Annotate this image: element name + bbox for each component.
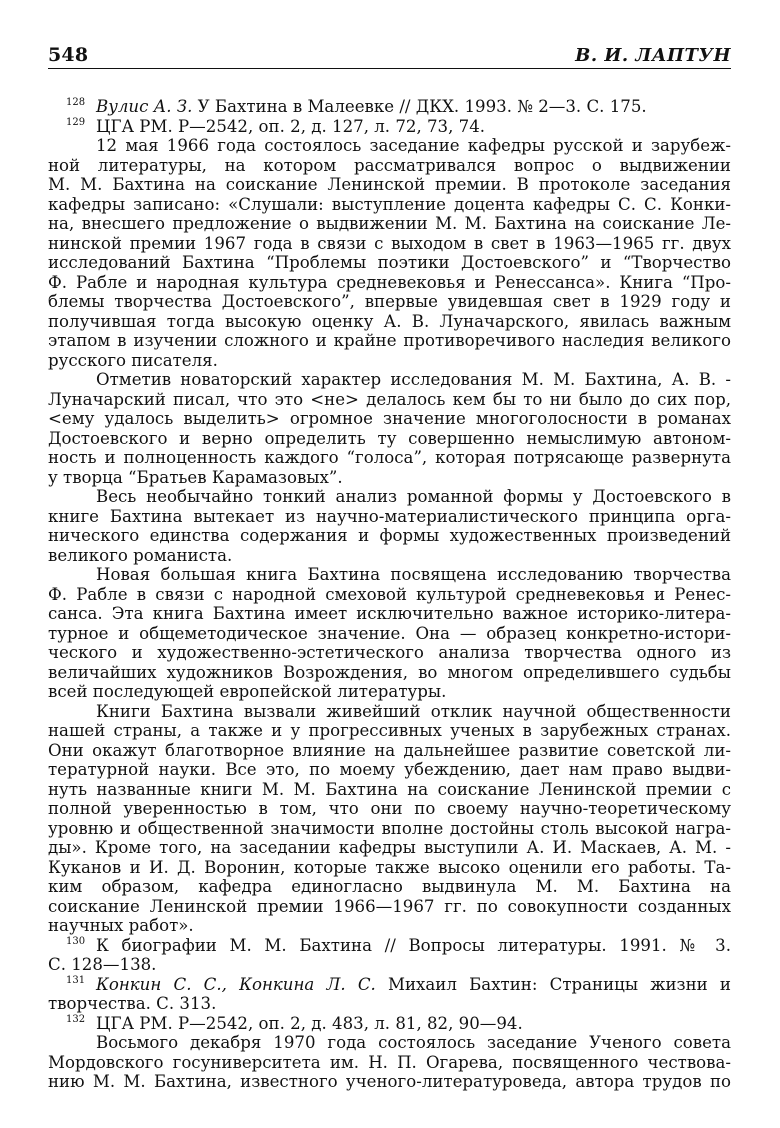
line-text: ной литературы, на котором рассматривался вопрос о выдвижении <box>48 155 731 175</box>
text-line <box>48 624 731 644</box>
text-line <box>48 897 731 917</box>
text-line <box>48 214 731 234</box>
text-line <box>48 507 731 527</box>
line-text: Луначарский писал, что это <не> делалось кем бы то ни было до сих пор, <box>48 389 731 409</box>
text-line <box>48 273 731 293</box>
text-line <box>48 136 731 156</box>
line-text: на, внесшего предложение о выдвижении М. М. Бахтина на соискание Ле- <box>48 214 731 233</box>
text-line <box>48 370 731 390</box>
line-text: Книги Бахтина вызвали живейший отклик научной общественности <box>96 701 731 721</box>
text-line <box>48 702 731 722</box>
text-line <box>48 1053 731 1073</box>
line-text: нинской премии 1967 года в связи с выходом в свет в 1963—1965 гг. двух <box>48 233 731 253</box>
line-text: кафедры записано: «Слушали: выступление доцента кафедры С. С. Конки- <box>48 194 731 214</box>
text-line <box>48 838 731 858</box>
line-text: Они окажут благотворное влияние на дальнейшее развитие советской ли- <box>48 740 731 760</box>
line-text: С. 128—138. <box>48 955 157 974</box>
line-text: нашей страны, а также и у прогрессивных ученых в зарубежных странах. <box>48 721 731 740</box>
text-line <box>48 780 731 800</box>
text-line <box>48 1033 731 1053</box>
text-line <box>48 253 731 273</box>
author-name: Вулис А. З. <box>96 97 193 116</box>
text-line <box>48 916 731 936</box>
text-line <box>48 604 731 624</box>
line-text: получившая тогда высокую оценку А. В. Луначарского, явилась важным <box>48 311 731 331</box>
line-text: Достоевского и верно определить ту совершенно немыслимую автоном- <box>48 428 731 448</box>
text-line <box>48 468 731 488</box>
line-text: великого романиста. <box>48 545 233 565</box>
text-line <box>48 741 731 761</box>
author-name: Конкин С. С., Конкина Л. С. <box>96 974 376 994</box>
line-text: нуть названные книги М. М. Бахтина на соискание Ленинской премии с <box>48 779 731 799</box>
line-text: этапом в изучении сложного и крайне противоречивого наследия великого <box>48 331 731 350</box>
footnote-line: 131 Конкин С. С., Конкина Л. С. Михаил Бахтин: Страницы жизни и <box>66 974 731 994</box>
line-text: Отметив новаторский характер исследования М. М. Бахтина, А. В. - <box>96 370 731 389</box>
line-text: книге Бахтина вытекает из научно-материалистического принципа орга- <box>48 506 731 526</box>
line-text: соискание Ленинской премии 1966—1967 гг. по совокупности созданных <box>48 896 731 916</box>
line-text: полной уверенностью в том, что они по своему научно-теоретическому <box>48 799 731 818</box>
line-text: уровню и общественной значимости вполне достойны столь высокой награ- <box>48 818 731 838</box>
line-text: у творца “Братьев Карамазовых”. <box>48 467 343 487</box>
text-line <box>48 409 731 429</box>
text-line <box>48 156 731 176</box>
line-text: Ф. Рабле в связи с народной смеховой культурой средневековья и Ренес- <box>48 584 731 604</box>
running-head: В. И. ЛАПТУН <box>575 45 731 66</box>
line-text: Михаил Бахтин: Страницы жизни и <box>375 974 731 994</box>
line-text: Восьмого декабря 1970 года состоялось заседание Ученого совета <box>96 1033 731 1052</box>
text-line <box>48 682 731 702</box>
text-line <box>48 429 731 449</box>
text-line <box>48 1072 731 1092</box>
line-text: 12 мая 1966 года состоялось заседание кафедры русской и зарубеж- <box>96 136 731 155</box>
line-text: русского писателя. <box>48 350 218 370</box>
book-page <box>48 40 731 1092</box>
text-line <box>48 526 731 546</box>
text-line <box>48 331 731 351</box>
page-number: 548 <box>48 44 89 66</box>
line-text: ность и полноценность каждого “голоса”, которая потрясающе развернута <box>48 448 731 467</box>
line-text: Новая большая книга Бахтина посвящена исследованию творчества <box>96 565 731 584</box>
text-line <box>48 448 731 468</box>
footnote-line: 132 ЦГА РМ. Р—2542, оп. 2, д. 483, л. 81, 82, 90—94. <box>66 1013 523 1033</box>
line-text: Ф. Рабле и народная культура средневековья и Ренессанса». Книга “Про- <box>48 272 731 292</box>
text-line <box>48 195 731 215</box>
line-text: творчества. С. 313. <box>48 994 217 1013</box>
footnote-line: 129 ЦГА РМ. Р—2542, оп. 2, д. 127, л. 72, 73, 74. <box>66 116 486 136</box>
line-text: блемы творчества Достоевского”, впервые увидевшая свет в 1929 году и <box>48 292 731 311</box>
footnote-line: 128 Вулис А. З. У Бахтина в Малеевке // ДКХ. 1993. № 2—3. С. 175. <box>66 97 647 116</box>
text-line <box>48 877 731 897</box>
text-line <box>48 487 731 507</box>
line-text: Мордовского госуниверситета им. Н. П. Огарева, посвященного чествова- <box>48 1052 731 1072</box>
text-line <box>48 585 731 605</box>
line-text: всей последующей европейской литературы. <box>48 682 447 701</box>
line-text: ЦГА РМ. Р—2542, оп. 2, д. 127, л. 72, 73, 74. <box>96 116 486 136</box>
line-text: ческого и художественно-эстетического анализа творчества одного из <box>48 643 731 662</box>
line-text: ким образом, кафедра единогласно выдвинула М. М. Бахтина на <box>48 877 731 896</box>
line-text: турное и общеметодическое значение. Она — образец конкретно-истори- <box>48 623 731 643</box>
line-text: нию М. М. Бахтина, известного ученого-литературоведа, автора трудов по <box>48 1072 731 1091</box>
line-text: ЦГА РМ. Р—2542, оп. 2, д. 483, л. 81, 82, 90—94. <box>96 1013 523 1033</box>
line-text: К биографии М. М. Бахтина // Вопросы литературы. 1991. № 3. <box>96 935 731 955</box>
text-line <box>48 955 731 975</box>
text-line <box>48 663 731 683</box>
text-line <box>48 721 731 741</box>
line-text: Весь необычайно тонкий анализ романной формы у Достоевского в <box>96 487 731 506</box>
line-text: научных работ». <box>48 916 194 935</box>
line-text: ды». Кроме того, на заседании кафедры выступили А. И. Маскаев, А. М. - <box>48 838 731 857</box>
text-line <box>48 351 731 371</box>
text-line <box>48 390 731 410</box>
text-line <box>48 292 731 312</box>
line-text: величайших художников Возрождения, во многом определившего судьбы <box>48 662 731 682</box>
line-text: М. М. Бахтина на соискание Ленинской премии. В протоколе заседания <box>48 175 731 194</box>
line-text: тературной науки. Все это, по моему убеждению, дает нам право выдви- <box>48 760 731 779</box>
text-line <box>48 546 731 566</box>
line-text: нического единства содержания и формы художественных произведений <box>48 526 731 545</box>
text-line <box>48 994 731 1014</box>
line-text: санса. Эта книга Бахтина имеет исключительно важное историко-литера- <box>48 604 731 623</box>
text-line <box>48 175 731 195</box>
line-text: <ему удалось выделить> огромное значение многоголосности в романах <box>48 409 731 428</box>
text-line <box>48 312 731 332</box>
text-line <box>48 760 731 780</box>
footnote-line: 130 К биографии М. М. Бахтина // Вопросы литературы. 1991. № 3. <box>66 935 731 955</box>
page-header <box>48 40 731 69</box>
text-line <box>48 819 731 839</box>
line-text: У Бахтина в Малеевке // ДКХ. 1993. № 2—3. С. 175. <box>192 97 647 116</box>
line-text: исследований Бахтина “Проблемы поэтики Достоевского” и “Творчество <box>48 253 731 272</box>
text-line <box>48 858 731 878</box>
page-body <box>48 97 731 1092</box>
text-line <box>48 799 731 819</box>
text-line <box>48 643 731 663</box>
text-line <box>48 565 731 585</box>
line-text: Куканов и И. Д. Воронин, которые также высоко оценили его работы. Та- <box>48 857 731 877</box>
text-line <box>48 234 731 254</box>
